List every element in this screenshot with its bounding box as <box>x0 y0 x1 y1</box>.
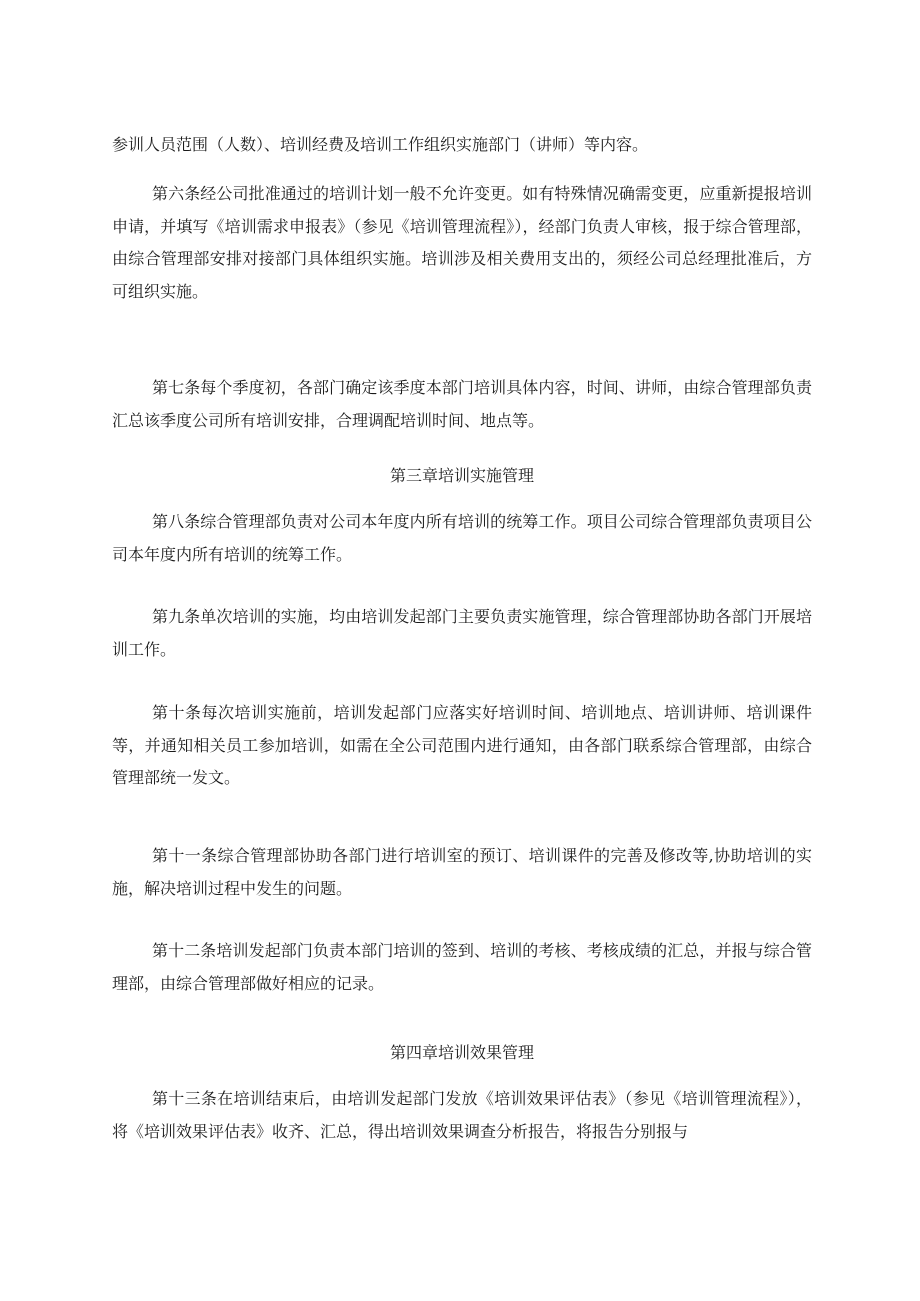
article-12: 第十二条培训发起部门负责本部门培训的签到、培训的考核、考核成绩的汇总，并报与综合管理部，由综合管理部做好相应的记录。 <box>112 941 812 993</box>
article-7: 第七条每个季度初，各部门确定该季度本部门培训具体内容，时间、讲师，由综合管理部负责汇总该季度公司所有培训安排，合理调配培训时间、地点等。 <box>112 378 812 430</box>
paragraph-continuation: 参训人员范围（人数）、培训经费及培训工作组织实施部门（讲师）等内容。 <box>112 135 649 154</box>
article-9: 第九条单次培训的实施，均由培训发起部门主要负责实施管理，综合管理部协助各部门开展培训工作。 <box>112 607 812 659</box>
chapter-4-heading: 第四章培训效果管理 <box>389 1043 534 1062</box>
article-11: 第十一条综合管理部协助各部门进行培训室的预订、培训课件的完善及修改等,协助培训的实施，解决培训过程中发生的问题。 <box>112 846 812 898</box>
article-6: 第六条经公司批准通过的培训计划一般不允许变更。如有特殊情况确需变更，应重新提报培训申请，并填写《培训需求申报表》（参见《培训管理流程》），经部门负责人审核，报于综合管理部，由综合管理部安排对接部门具体组织实施。培训涉及相关费用支出的，须经公司总经理批准后，方可组织实施。 <box>112 184 812 301</box>
chapter-3-heading: 第三章培训实施管理 <box>389 466 534 485</box>
article-8: 第八条综合管理部负责对公司本年度内所有培训的统筹工作。项目公司综合管理部负责项目公司本年度内所有培训的统筹工作。 <box>112 512 812 564</box>
article-10: 第十条每次培训实施前，培训发起部门应落实好培训时间、培训地点、培训讲师、培训课件等，并通知相关员工参加培训，如需在全公司范围内进行通知，由各部门联系综合管理部，由综合管理部统一发文。 <box>112 703 812 787</box>
article-13: 第十三条在培训结束后，由培训发起部门发放《培训效果评估表》（参见《培训管理流程》），将《培训效果评估表》收齐、汇总，得出培训效果调查分析报告，将报告分别报与 <box>112 1089 812 1141</box>
